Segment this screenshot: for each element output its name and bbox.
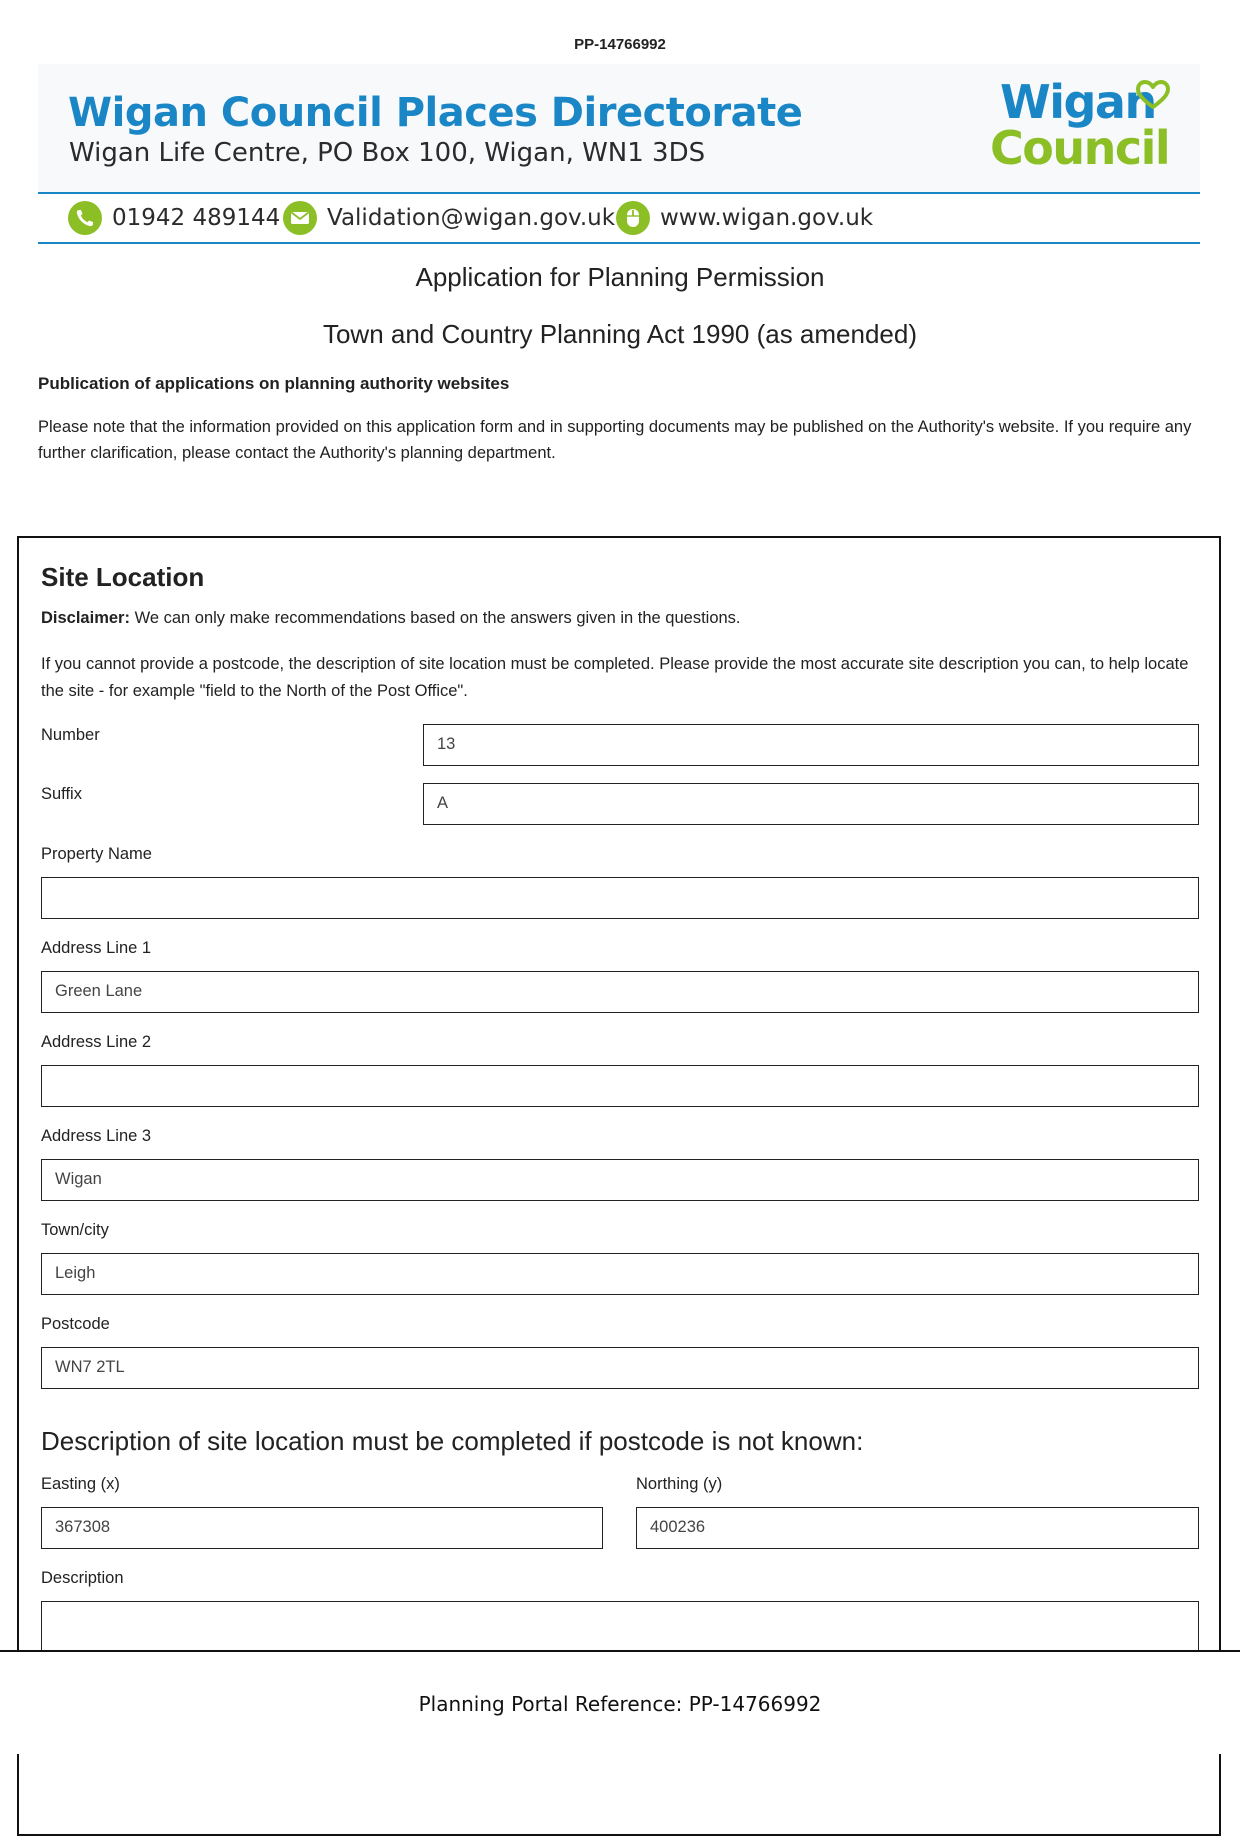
disclaimer-label: Disclaimer: [41,609,130,627]
contact-email [283,200,615,236]
council-title: Wigan Council Places Directorate [68,90,803,136]
town-city-field[interactable]: Leigh [41,1253,1199,1295]
site-location-instructions: If you cannot provide a postcode, the description of site location must be completed. Please provide the most accurate site description you can, to help locate the site - for example "field to the North of the Post Office". [41,655,1189,700]
address-line-1-label: Address Line 1 [41,939,152,957]
logo-text-council: Council [990,121,1170,175]
envelope-icon [283,201,317,235]
letterhead [38,64,1200,194]
email-address: Validation@wigan.gov.uk [327,205,616,231]
footer-divider [0,1650,1240,1652]
publication-title: Publication of applications on planning authority websites [38,374,510,393]
form-act: Town and Country Planning Act 1990 (as amended) [322,319,918,349]
northing-label: Northing (y) [636,1475,723,1493]
contact-bar [38,194,1200,244]
description-heading: Description of site location must be completed if postcode is not known: [41,1426,864,1456]
phone-icon [68,201,102,235]
reference-number: PP-14766992 [574,36,666,53]
northing-field[interactable]: 400236 [636,1507,1199,1549]
town-city-label: Town/city [41,1221,109,1239]
heart-icon [1136,80,1170,110]
publication-notice: Please note that the information provided on this application form and in supporting documents may be published on the Authority's website. If you require any further clarification, please contact the Authority's planning department. [38,418,1192,462]
address-line-2-field[interactable] [41,1065,1199,1107]
property-name-label: Property Name [41,845,152,863]
postcode-field[interactable]: WN7 2TL [41,1347,1199,1389]
form-title: Application for Planning Permission [415,262,825,292]
address-line-1-field[interactable]: Green Lane [41,971,1199,1013]
council-address: Wigan Life Centre, PO Box 100, Wigan, WN1 3DS [69,138,706,168]
contact-phone [68,200,280,236]
section-title: Site Location [41,562,205,592]
logo-text-wigan: Wigan [1000,75,1156,129]
address-line-2-label: Address Line 2 [41,1033,152,1051]
disclaimer [41,609,741,628]
contact-website [616,200,873,236]
suffix-label: Suffix [41,785,82,803]
number-label: Number [41,726,100,744]
postcode-label: Postcode [41,1315,110,1333]
easting-field[interactable]: 367308 [41,1507,603,1549]
easting-label: Easting (x) [41,1475,120,1493]
number-field[interactable]: 13 [423,724,1199,766]
property-name-field[interactable] [41,877,1199,919]
footer-reference: Planning Portal Reference: PP-14766992 [418,1692,822,1716]
wigan-council-logo [990,74,1170,184]
phone-number: 01942 489144 [112,205,281,231]
description-label: Description [41,1569,124,1587]
suffix-field[interactable]: A [423,783,1199,825]
address-line-3-label: Address Line 3 [41,1127,152,1145]
disclaimer-text: We can only make recommendations based on the answers given in the questions. [134,609,741,627]
mouse-icon [616,201,650,235]
website-url: www.wigan.gov.uk [660,205,874,231]
address-line-3-field[interactable]: Wigan [41,1159,1199,1201]
